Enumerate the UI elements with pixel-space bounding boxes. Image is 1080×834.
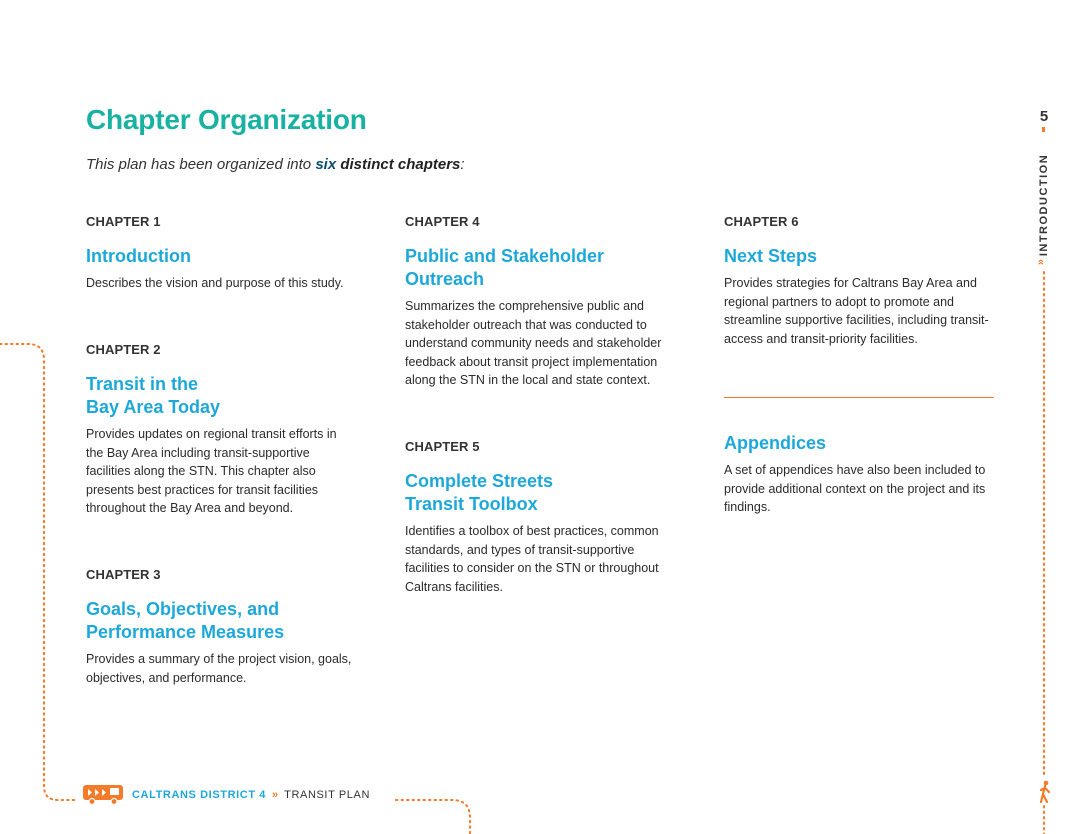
appendices-description: A set of appendices have also been included to provide additional context on the project and its findings.: [724, 463, 986, 514]
chapter-label: CHAPTER 6: [724, 214, 799, 229]
intro-highlight-chapters: distinct chapters: [336, 156, 461, 173]
footer: [82, 783, 370, 807]
bus-icon: [82, 784, 124, 806]
appendices-title: Appendices: [724, 433, 827, 453]
chapter-title-line: Transit Toolbox: [405, 494, 538, 514]
chapter-description: Provides a summary of the project vision, goals, objectives, and performance.: [86, 652, 352, 685]
intro-sentence: [86, 156, 465, 173]
chapter-title-line: Outreach: [405, 269, 485, 289]
footer-plan-name: TRANSIT PLAN: [284, 789, 371, 801]
section-running-header: INTRODUCTION: [1038, 153, 1050, 257]
chapter-title-line: Complete Streets: [405, 471, 554, 491]
chapter-3: [86, 567, 356, 687]
chapter-description: Identifies a toolbox of best practices, common standards, and types of transit-supportive facilities to consider on the STN or throughout Caltrans facilities.: [405, 524, 659, 594]
chapter-title: [405, 470, 675, 516]
chapter-title-line: Bay Area Today: [86, 397, 221, 417]
appendices-section: [724, 432, 994, 517]
person-icon: [1041, 781, 1049, 802]
chapter-title: [86, 245, 356, 268]
side-chevron-icon: »: [1035, 258, 1048, 266]
page-title: Chapter Organization: [86, 104, 367, 135]
chapter-description: Summarizes the comprehensive public and stakeholder outreach that was conducted to understand community needs and stakeholder feedback about transit project implementation along the STN in the local and state context.: [405, 299, 662, 387]
chapter-title: [86, 373, 356, 419]
chapter-title-line: Performance Measures: [86, 622, 285, 642]
footer-organization: CALTRANS DISTRICT 4: [132, 789, 267, 801]
chapter-title-line: Next Steps: [724, 246, 818, 266]
footer-chevron-icon: »: [272, 789, 279, 801]
chapter-label: CHAPTER 3: [86, 567, 161, 582]
page-number: 5: [1039, 108, 1049, 125]
chapter-label: CHAPTER 1: [86, 214, 161, 229]
chapter-1: [86, 214, 356, 293]
intro-prefix: This plan has been organized into: [86, 156, 316, 173]
chapter-label: CHAPTER 4: [405, 214, 480, 229]
intro-highlight-count: six: [315, 156, 337, 173]
chapter-title: [86, 598, 356, 644]
section-divider: [724, 397, 994, 398]
chapter-title-line: Goals, Objectives, and: [86, 599, 280, 619]
intro-suffix: :: [460, 156, 465, 173]
chapter-6: [724, 214, 994, 348]
chapter-label: CHAPTER 5: [405, 439, 480, 454]
chapter-title: [724, 245, 994, 268]
chapter-description: Provides updates on regional transit efforts in the Bay Area including transit-supportive facilities along the STN. This chapter also presents best practices for transit facilities throughout the Bay Area and beyond.: [86, 427, 337, 515]
chapter-title-line: Transit in the: [86, 374, 199, 394]
chapter-2: [86, 342, 356, 518]
chapter-4: [405, 214, 675, 390]
page-number-accent: [1042, 127, 1045, 132]
chapter-description: Describes the vision and purpose of this study.: [86, 276, 344, 290]
chapter-description: Provides strategies for Caltrans Bay Area and regional partners to adopt to promote and streamline supportive facilities, including transit-access and transit-priority facilities.: [724, 276, 989, 346]
chapter-title-line: Public and Stakeholder: [405, 246, 605, 266]
chapter-title-line: Introduction: [86, 246, 191, 266]
chapter-5: [405, 439, 675, 596]
chapter-title: [405, 245, 675, 291]
chapter-label: CHAPTER 2: [86, 342, 161, 357]
